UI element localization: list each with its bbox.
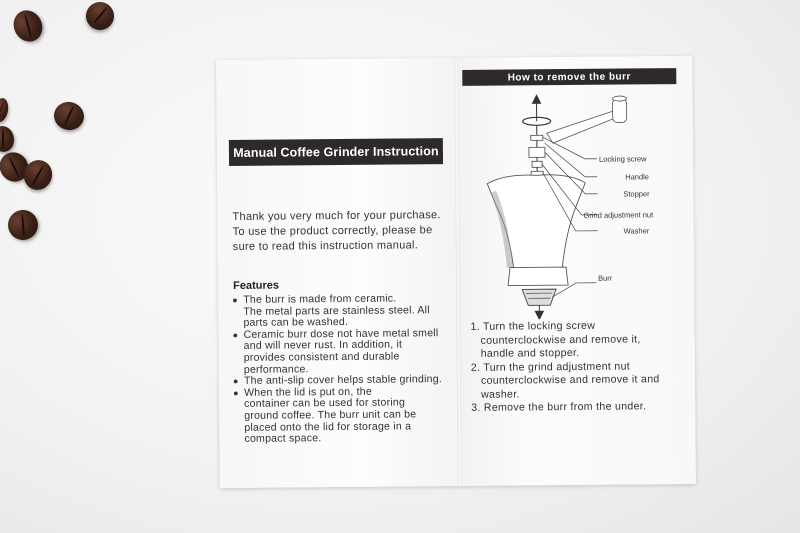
feature-item: ● Ceramic burr dose not have metal smell and will never rust. In addition, it provides consistent and durable performance. [232, 328, 458, 376]
coffee-bean [5, 207, 42, 244]
feature-item: ● The burr is made from ceramic. The metal parts are stainless steel. All parts can be washed. [232, 293, 458, 330]
coffee-bean [81, 0, 119, 35]
down-arrow-icon [535, 305, 543, 319]
handle-shape [547, 111, 619, 144]
label-burr: Burr [598, 273, 613, 283]
handle-knob [612, 99, 626, 123]
burr-removal-heading: How to remove the burr [462, 68, 676, 86]
left-page [216, 58, 460, 488]
features-list [232, 293, 459, 446]
feature-item: ● The anti-slip cover helps stable grinding. [233, 374, 459, 388]
step-item: 3. Remove the burr from the under. [471, 400, 647, 414]
coffee-bean [9, 6, 48, 47]
step-item: 1. Turn the locking screw counterclockwise and remove it, handle and stopper. [470, 319, 641, 360]
coffee-bean [51, 99, 87, 134]
grinder-diagram [464, 90, 688, 320]
intro-text: Thank you very much for your purchase. To use the product correctly, please be sure to read this instruction manual. [232, 209, 441, 253]
label-locking-screw: Locking screw [598, 154, 647, 164]
coffee-bean [0, 97, 10, 123]
right-page [456, 56, 696, 486]
burr-shape [522, 289, 556, 305]
steps-list [470, 319, 691, 415]
label-grind-nut: Grind adjustment nut [583, 210, 654, 220]
manual-title: Manual Coffee Grinder Instruction [229, 138, 443, 166]
label-stopper: Stopper [623, 189, 650, 199]
feature-item: ● When the lid is put on, the container can be used for storing ground coffee. The burr unit can be placed onto the lid for storage in a compact space. [233, 386, 459, 446]
step-item: 2. Turn the grind adjustment nut counterclockwise and remove it and washer. [470, 359, 660, 401]
label-washer: Washer [623, 226, 650, 236]
features-heading: Features [233, 279, 280, 292]
coffee-bean [0, 124, 16, 153]
label-handle: Handle [625, 172, 649, 182]
instruction-booklet [216, 56, 696, 488]
